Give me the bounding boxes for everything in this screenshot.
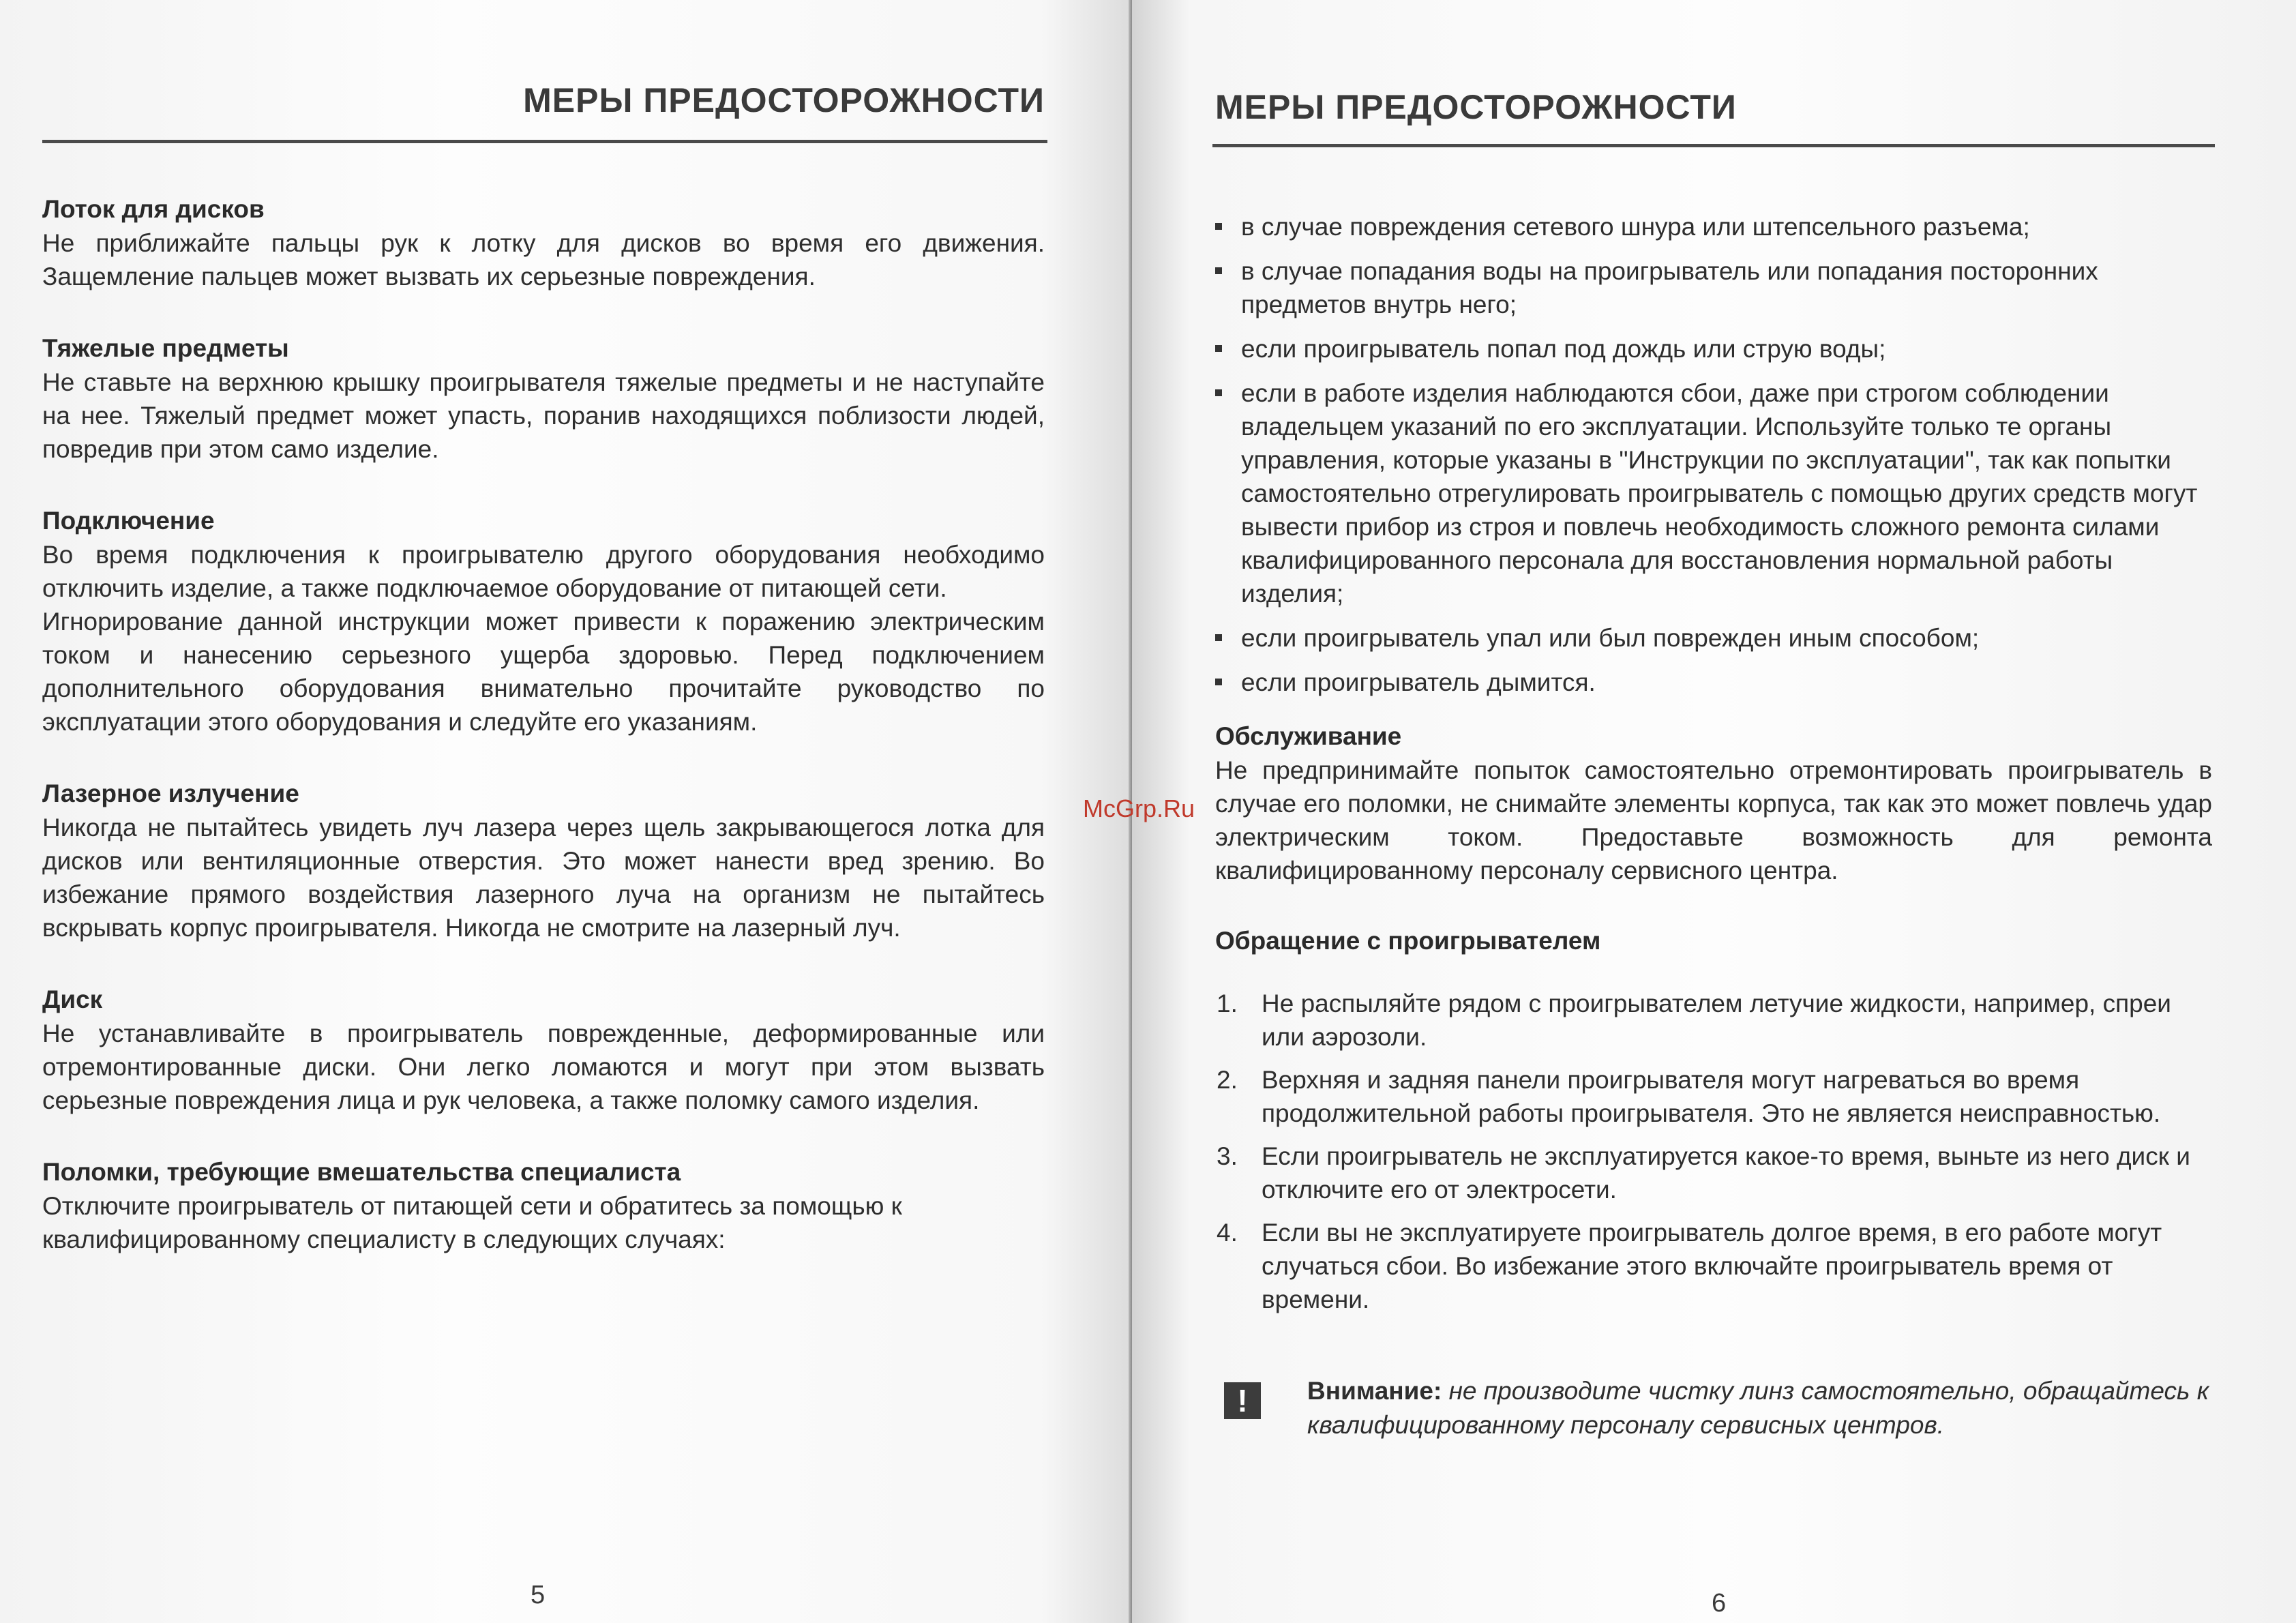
list-item: если проигрыватель попал под дождь или струю воды;: [1215, 332, 2212, 366]
page-number: 6: [1712, 1589, 1727, 1618]
bullet-icon: [1215, 345, 1222, 352]
watermark: McGrp.Ru: [1083, 794, 1195, 822]
list-item: если в работе изделия наблюдаются сбои, даже при строгом соблюдении владельцем указаний по его эксплуатации. Используйте только те органы управления, которые указаны в "Инструкции по эксплуатации", так как попытки самостоятельно отрегулировать проигрыватель с помощью других средств могут вывести прибор из строя и повлечь необходимость сложного ремонта силами квалифицированного персонала для восстановления нормальной работы изделия;: [1215, 376, 2212, 610]
section-text: Не устанавливайте в проигрыватель поврежденные, деформированные или отремонтированные диски. Они легко ломаются и могут при этом вызвать серьезные повреждения лица и рук человека, а также поломку самого изделия.: [42, 1019, 1045, 1114]
bullet-icon: [1215, 679, 1222, 685]
bullet-icon: [1215, 223, 1222, 230]
section-service: [1215, 719, 2212, 887]
left-page: [0, 0, 1132, 1623]
list-item: если проигрыватель упал или был поврежден иным способом;: [1215, 621, 2212, 655]
section-connection: [42, 504, 1045, 739]
attention-label: Внимание:: [1307, 1377, 1442, 1405]
list-item: 2. Верхняя и задняя панели проигрывателя могут нагреваться во время продолжительной работы проигрывателя. Это не является неисправностью.: [1217, 1066, 2161, 1127]
section-title: Подключение: [42, 507, 215, 535]
bullet-icon: [1215, 389, 1222, 396]
breakdown-list: [1215, 210, 2212, 699]
section-text: Во время подключения к проигрывателю другого оборудования необходимо отключить изделие, а также подключаемое оборудование от питающей сети.: [42, 541, 1045, 602]
section-title: Обслуживание: [1215, 722, 1402, 750]
list-item: в случае попадания воды на проигрыватель или попадания посторонних предметов внутрь него;: [1215, 254, 2212, 321]
left-content: [42, 192, 1045, 1256]
page-header: МЕРЫ ПРЕДОСТОРОЖНОСТИ: [523, 81, 1045, 119]
attention-note: [1224, 1374, 2220, 1442]
section-title: Диск: [42, 985, 103, 1013]
bullet-icon: [1215, 634, 1222, 641]
section-disc: [42, 983, 1045, 1117]
section-title: Обращение с проигрывателем: [1215, 927, 1601, 955]
header-rule: [42, 140, 1047, 143]
header-rule: [1212, 144, 2215, 147]
attention-text: [1307, 1374, 2220, 1442]
section-text: Не предпринимайте попыток самостоятельно отремонтировать проигрыватель в случае его поломки, не снимайте элементы корпуса, так как это может повлечь удар электрическим током. Предоставьте возможность для ремонта квалифицированному персоналу сервисного центра.: [1215, 756, 2212, 884]
section-text-2: Игнорирование данной инструкции может привести к поражению электрическим током и нанесению серьезного ущерба здоровью. Перед подключением дополнительного оборудования внимательно прочитайте руководство по эксплуатации этого оборудования и следуйте его указаниям.: [42, 608, 1045, 736]
list-item: 3. Если проигрыватель не эксплуатируется какое-то время, выньте из него диск и отключите его от электросети.: [1217, 1142, 2190, 1204]
warning-icon: !: [1224, 1382, 1261, 1419]
section-breakdowns: [42, 1155, 1045, 1256]
page-header: МЕРЫ ПРЕДОСТОРОЖНОСТИ: [1215, 88, 1737, 126]
section-title: Тяжелые предметы: [42, 334, 289, 362]
bullet-icon: [1215, 267, 1222, 274]
section-heavy-objects: [42, 331, 1045, 466]
list-item: если проигрыватель дымится.: [1215, 666, 2212, 699]
list-item: 1. Не распыляйте рядом с проигрывателем летучие жидкости, например, спреи или аэрозоли.: [1217, 989, 2171, 1051]
page-number: 5: [531, 1581, 546, 1609]
section-text: Никогда не пытайтесь увидеть луч лазера через щель закрывающегося лотка для дисков или вентиляционные отверстия. Это может нанести вред зрению. Во избежание прямого воздействия лазерного луча на организм не пытайтесь вскрывать корпус проигрывателя. Никогда не смотрите на лазерный луч.: [42, 814, 1045, 942]
section-title: Лазерное излучение: [42, 779, 299, 807]
list-item: 4. Если вы не эксплуатируете проигрыватель долгое время, в его работе могут случаться сбои. Во избежание этого включайте проигрыватель время от времени.: [1217, 1219, 2162, 1313]
list-item: в случае повреждения сетевого шнура или штепсельного разъема;: [1215, 210, 2212, 243]
right-content: [1215, 210, 2212, 1326]
section-handling: [1215, 924, 2212, 1316]
attention-message: не производите чистку линз самостоятельно, обращайтесь к квалифицированному персоналу сервисных центров.: [1307, 1377, 2209, 1439]
section-disc-tray: [42, 192, 1045, 293]
section-title: Поломки, требующие вмешательства специалиста: [42, 1158, 681, 1186]
section-title: Лоток для дисков: [42, 195, 265, 223]
section-laser: [42, 777, 1045, 944]
handling-list: [1215, 987, 2212, 1316]
section-text: Не ставьте на верхнюю крышку проигрывателя тяжелые предметы и не наступайте на нее. Тяжелый предмет может упасть, поранив находящихся поблизости людей, повредив при этом само изделие.: [42, 368, 1045, 463]
section-text: Отключите проигрыватель от питающей сети и обратитесь за помощью к квалифицированному специалисту в следующих случаях:: [42, 1192, 902, 1253]
section-text: Не приближайте пальцы рук к лотку для дисков во время его движения. Защемление пальцев может вызвать их серьезные повреждения.: [42, 229, 1045, 291]
